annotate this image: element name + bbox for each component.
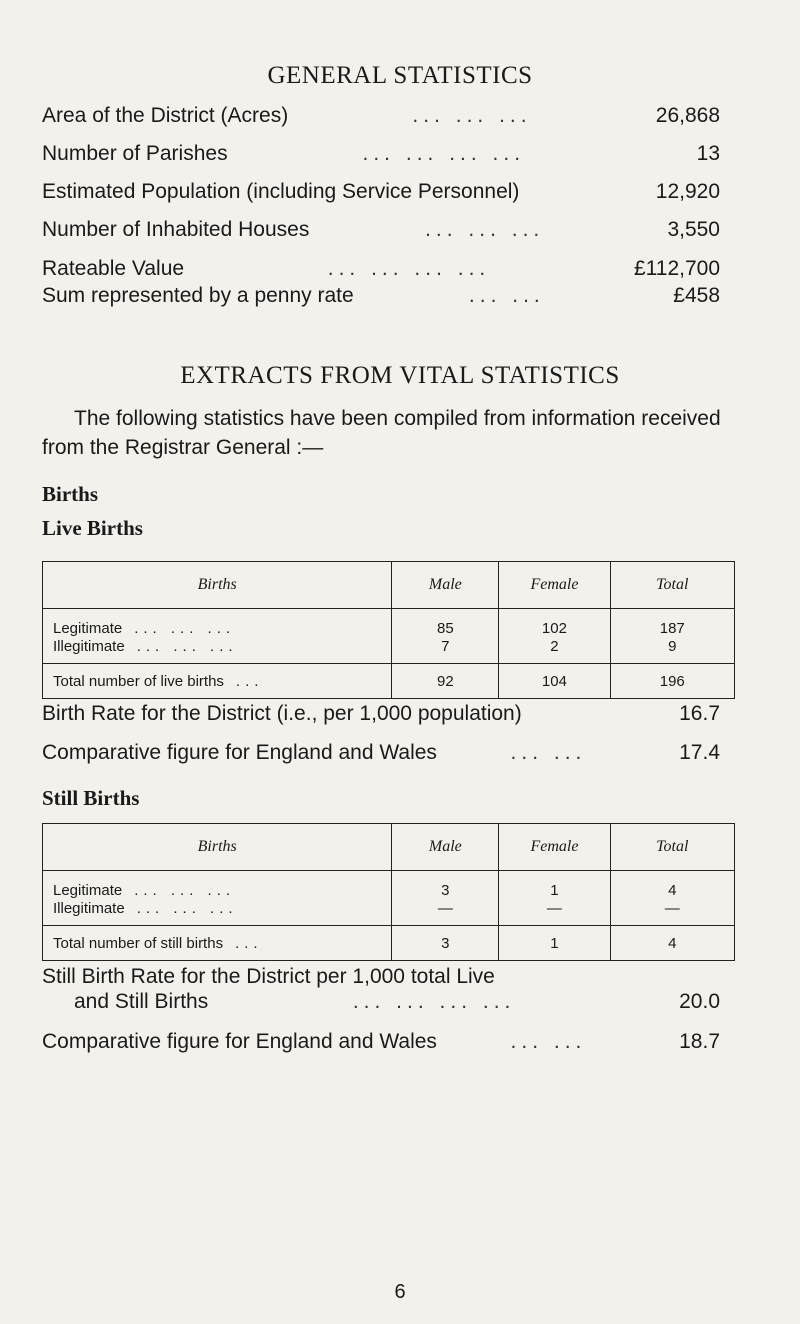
birth-rate-row <box>42 702 720 736</box>
cell-male: 85 <box>392 609 499 638</box>
leader-dots: ... ... ... <box>134 881 236 899</box>
leader-dots: ... ... ... ... <box>362 142 526 165</box>
col-header-births: Births <box>43 824 392 871</box>
col-header-births: Births <box>43 562 392 609</box>
stat-label: Estimated Population (including Service Personnel) <box>42 180 520 203</box>
still-birth-rate-line1: Still Birth Rate for the District per 1,000 total Live <box>42 965 495 988</box>
stat-label: and Still Births <box>74 990 209 1013</box>
stat-value: 16.7 <box>679 702 720 725</box>
row-label <box>43 637 392 664</box>
leader-dots: ... ... ... <box>134 619 236 637</box>
leader-dots: ... ... ... <box>425 218 545 241</box>
row-label <box>43 664 392 699</box>
cell-female: 104 <box>499 664 610 699</box>
birth-comparative-row <box>42 741 720 775</box>
row-label <box>43 609 392 638</box>
cell-female: 1 <box>499 926 610 961</box>
cell-female: 1 <box>499 871 610 900</box>
cell-total: 196 <box>610 664 734 699</box>
col-header-male: Male <box>392 824 499 871</box>
page-number: 6 <box>394 1281 406 1303</box>
cell-male: 92 <box>392 664 499 699</box>
col-header-female: Female <box>499 824 610 871</box>
stat-label: Comparative figure for England and Wales <box>42 1030 437 1053</box>
leader-dots: ... ... ... ... <box>327 257 491 280</box>
table-row-total <box>43 926 735 961</box>
row-label-text: Total number of still births <box>53 934 224 952</box>
leader-dots: ... ... ... <box>412 104 532 127</box>
stat-value: 12,920 <box>655 180 720 203</box>
still-births-table <box>42 823 735 961</box>
stat-label: Number of Inhabited Houses <box>42 218 310 241</box>
vital-statistics-heading: EXTRACTS FROM VITAL STATISTICS <box>180 362 620 389</box>
row-label <box>43 899 392 926</box>
stat-value: 18.7 <box>679 1030 720 1053</box>
cell-total: — <box>610 899 734 926</box>
stat-row-parishes <box>42 142 720 176</box>
stat-label: Number of Parishes <box>42 142 228 165</box>
stat-value: £112,700 <box>633 257 720 280</box>
intro-paragraph <box>42 404 742 462</box>
leader-dots: ... ... <box>510 741 587 764</box>
row-label <box>43 926 392 961</box>
stat-label: Rateable Value <box>42 257 185 280</box>
col-header-female: Female <box>499 562 610 609</box>
row-label-text: Illegitimate <box>53 899 125 917</box>
cell-male: 7 <box>392 637 499 664</box>
live-births-subheading: Live Births <box>42 516 143 540</box>
still-comparative-row <box>42 1030 720 1064</box>
cell-total: 187 <box>610 609 734 638</box>
leader-dots: ... <box>235 672 264 690</box>
stat-value: 13 <box>696 142 720 165</box>
leader-dots: ... ... ... <box>136 637 238 655</box>
cell-male: 3 <box>392 871 499 900</box>
row-label-text: Illegitimate <box>53 637 125 655</box>
stat-value: 20.0 <box>679 990 720 1013</box>
intro-text: The following statistics have been compiled from information received from the Registrar General :— <box>42 407 721 459</box>
cell-total: 9 <box>610 637 734 664</box>
row-label-text: Total number of live births <box>53 672 224 690</box>
still-births-subheading: Still Births <box>42 786 140 810</box>
leader-dots: ... ... <box>510 1030 587 1053</box>
cell-female: — <box>499 899 610 926</box>
stat-label: Comparative figure for England and Wales <box>42 741 437 764</box>
col-header-total: Total <box>610 824 734 871</box>
stat-value: 3,550 <box>667 218 720 241</box>
table-row-illegitimate <box>43 899 735 926</box>
row-label-text: Legitimate <box>53 881 123 899</box>
stat-row-area <box>42 104 720 138</box>
cell-male: — <box>392 899 499 926</box>
leader-dots: ... <box>235 934 263 952</box>
stat-label: Birth Rate for the District (i.e., per 1,000 population) <box>42 702 522 725</box>
row-label-text: Legitimate <box>53 619 123 637</box>
stat-row-penny-rate <box>42 284 720 318</box>
leader-dots: ... ... ... ... <box>352 990 516 1013</box>
still-birth-rate-row <box>74 990 720 1024</box>
stat-value: 17.4 <box>679 741 720 764</box>
cell-male: 3 <box>392 926 499 961</box>
stat-label: Sum represented by a penny rate <box>42 284 354 307</box>
row-label <box>43 871 392 900</box>
births-heading: Births <box>42 482 99 506</box>
live-births-table <box>42 561 735 699</box>
leader-dots: ... ... ... <box>136 899 238 917</box>
general-statistics-heading: GENERAL STATISTICS <box>267 62 533 89</box>
cell-total: 4 <box>610 871 734 900</box>
table-row-illegitimate <box>43 637 735 664</box>
table-row-legitimate <box>43 609 735 638</box>
stat-label: Area of the District (Acres) <box>42 104 289 127</box>
stat-value: £458 <box>673 284 720 307</box>
cell-female: 102 <box>499 609 610 638</box>
table-row-total <box>43 664 735 699</box>
col-header-total: Total <box>610 562 734 609</box>
stat-row-houses <box>42 218 720 252</box>
stat-row-population <box>42 180 720 214</box>
stat-value: 26,868 <box>655 104 720 127</box>
col-header-male: Male <box>392 562 499 609</box>
table-row-legitimate <box>43 871 735 900</box>
leader-dots: ... ... <box>468 284 545 307</box>
cell-total: 4 <box>610 926 734 961</box>
cell-female: 2 <box>499 637 610 664</box>
